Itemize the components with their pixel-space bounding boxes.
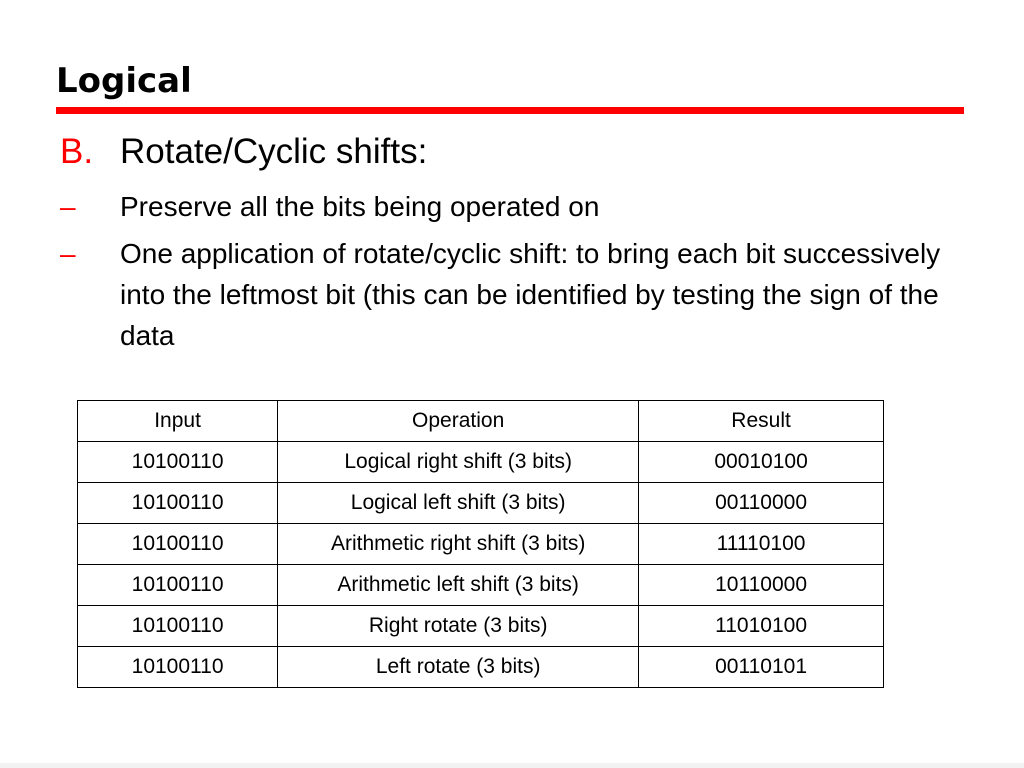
table-row xyxy=(78,606,884,647)
bullet-text: Preserve all the bits being operated on xyxy=(120,191,600,222)
shift-operations-table xyxy=(77,400,884,688)
header-input: Input xyxy=(78,401,278,442)
table-row xyxy=(78,442,884,483)
cell-result: 11010100 xyxy=(639,606,884,647)
table-row xyxy=(78,565,884,606)
bullet-rotate-cyclic-shifts xyxy=(56,128,966,176)
table-row xyxy=(78,647,884,688)
cell-operation: Arithmetic left shift (3 bits) xyxy=(278,565,639,606)
bullet-rotate-application xyxy=(56,233,966,356)
bullet-text: Rotate/Cyclic shifts: xyxy=(120,132,428,171)
bullet-list xyxy=(56,128,966,356)
slide-title: Logical xyxy=(56,61,192,101)
cell-input: 10100110 xyxy=(78,565,278,606)
title-underline xyxy=(56,107,964,114)
bullet-marker: B. xyxy=(60,132,94,171)
cell-result: 11110100 xyxy=(639,524,884,565)
footer-band xyxy=(0,763,1024,768)
table-header-row xyxy=(78,401,884,442)
cell-operation: Logical right shift (3 bits) xyxy=(278,442,639,483)
cell-operation: Left rotate (3 bits) xyxy=(278,647,639,688)
cell-input: 10100110 xyxy=(78,647,278,688)
table-row xyxy=(78,483,884,524)
header-operation: Operation xyxy=(278,401,639,442)
cell-result: 10110000 xyxy=(639,565,884,606)
cell-input: 10100110 xyxy=(78,524,278,565)
cell-result: 00110000 xyxy=(639,483,884,524)
cell-result: 00010100 xyxy=(639,442,884,483)
cell-operation: Logical left shift (3 bits) xyxy=(278,483,639,524)
table-row xyxy=(78,524,884,565)
cell-input: 10100110 xyxy=(78,606,278,647)
bullet-preserve-bits xyxy=(56,186,966,227)
cell-input: 10100110 xyxy=(78,442,278,483)
bullet-text: One application of rotate/cyclic shift: to bring each bit successively into the leftmost bit (this can be identified by testing the sign of the data xyxy=(120,238,941,351)
bullet-marker: – xyxy=(60,191,76,222)
cell-result: 00110101 xyxy=(639,647,884,688)
cell-input: 10100110 xyxy=(78,483,278,524)
cell-operation: Right rotate (3 bits) xyxy=(278,606,639,647)
bullet-marker: – xyxy=(60,238,76,269)
cell-operation: Arithmetic right shift (3 bits) xyxy=(278,524,639,565)
header-result: Result xyxy=(639,401,884,442)
